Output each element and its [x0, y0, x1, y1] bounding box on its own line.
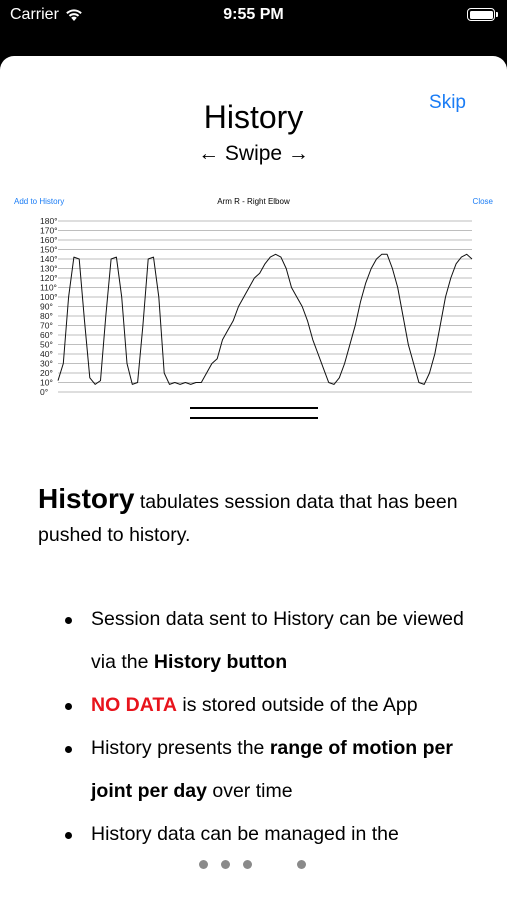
bullet-text: is stored outside of the App: [176, 694, 418, 716]
add-to-history-link[interactable]: Add to History: [14, 197, 65, 206]
page-dot[interactable]: [297, 860, 306, 869]
bullet-red-text: NO DATA: [91, 694, 177, 716]
y-tick-label: 130°: [40, 263, 58, 274]
page-dot[interactable]: [199, 860, 208, 869]
intro-text: tabulates session data that has been pushed to history.: [38, 491, 458, 546]
bullet-text: Session data sent to History can be viewed via the: [91, 608, 464, 673]
battery-icon: [467, 8, 495, 21]
y-tick-label: 0°: [40, 387, 49, 396]
y-tick-label: 160°: [40, 235, 58, 245]
y-tick-label: 170°: [40, 225, 58, 236]
y-tick-label: 150°: [40, 244, 58, 255]
y-tick-label: 40°: [40, 349, 53, 359]
swipe-hint: ← Swipe →: [198, 142, 309, 165]
y-tick-label: 80°: [40, 311, 53, 321]
bullet-text: History data can be managed in the: [91, 823, 399, 845]
intro-paragraph: [38, 482, 468, 552]
bullet-text: History presents the: [91, 737, 270, 759]
y-tick-label: 50°: [40, 339, 53, 350]
y-tick-label: 180°: [40, 216, 58, 226]
clock: 9:55 PM: [223, 6, 284, 23]
range-of-motion-chart: [0, 206, 507, 396]
y-tick-label: 70°: [40, 320, 53, 331]
y-tick-label: 30°: [40, 358, 53, 369]
intro-highlight: History: [38, 483, 135, 514]
list-item: [64, 598, 474, 684]
onboarding-sheet: [0, 56, 507, 900]
bullet-text: over time: [206, 780, 293, 802]
drag-handle-line: [190, 407, 318, 409]
y-tick-label: 120°: [40, 273, 58, 283]
feature-list: [64, 598, 474, 856]
y-tick-label: 90°: [40, 301, 53, 312]
carrier-label: Carrier: [10, 6, 59, 23]
status-bar: [0, 0, 507, 52]
y-tick-label: 110°: [40, 282, 57, 293]
chart-title: Arm R - Right Elbow: [217, 197, 290, 206]
page-dot[interactable]: [221, 860, 230, 869]
page-indicator[interactable]: [0, 860, 507, 872]
skip-button[interactable]: Skip: [429, 92, 466, 113]
list-item: [64, 727, 474, 813]
list-item: [64, 684, 474, 727]
y-tick-label: 20°: [40, 368, 53, 378]
drag-handle-line: [190, 417, 318, 419]
y-tick-label: 140°: [40, 254, 58, 264]
bullet-bold: range of motion per joint per day: [91, 737, 453, 802]
page-title: History: [203, 99, 304, 135]
bullet-bold: History button: [153, 651, 288, 673]
page-dot[interactable]: [243, 860, 252, 869]
y-tick-label: 10°: [40, 377, 53, 388]
series-line: [58, 254, 472, 384]
list-item: [64, 813, 474, 856]
y-tick-label: 60°: [40, 330, 53, 340]
y-tick-label: 100°: [40, 292, 58, 302]
close-chart-link[interactable]: Close: [472, 197, 493, 206]
